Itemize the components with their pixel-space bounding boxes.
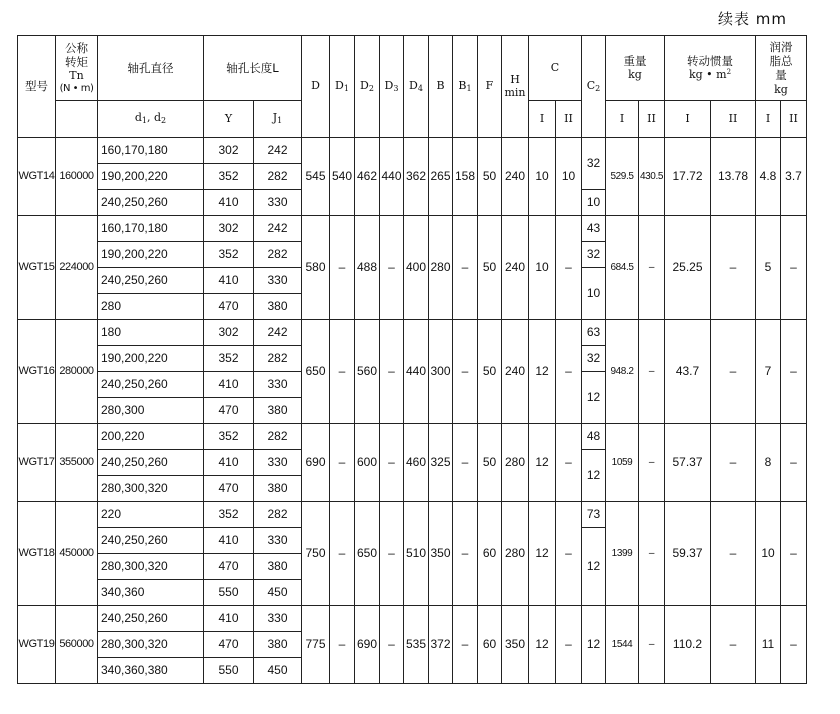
cell-H: 240 xyxy=(502,216,529,320)
cell-bore-diameter: 280,300,320 xyxy=(98,476,204,502)
cell-D3: – xyxy=(380,606,404,684)
header-grease-II: II xyxy=(781,101,807,138)
cell-C-II: – xyxy=(556,320,582,424)
cell-torque: 355000 xyxy=(56,424,98,502)
cell-B: 280 xyxy=(429,216,453,320)
cell-length-Y: 352 xyxy=(204,346,254,372)
cell-C-I: 12 xyxy=(529,502,556,606)
cell-D2: 600 xyxy=(355,424,380,502)
cell-weight-I: 1544 xyxy=(606,606,639,684)
cell-bore-diameter: 220 xyxy=(98,502,204,528)
header-D3: $D_3$ xyxy=(380,36,404,138)
cell-length-Y: 470 xyxy=(204,398,254,424)
header-bore-diameter: 轴孔直径 xyxy=(98,36,204,101)
header-inertia-II: II xyxy=(711,101,756,138)
cell-length-Y: 352 xyxy=(204,242,254,268)
cell-length-Y: 470 xyxy=(204,476,254,502)
header-D4: $D_4$ xyxy=(404,36,429,138)
cell-inertia-I: 59.37 xyxy=(665,502,711,606)
header-grease-unit: kg xyxy=(774,82,788,96)
cell-D1: – xyxy=(330,320,355,424)
cell-weight-II: 430.5 xyxy=(639,138,665,216)
cell-F: 60 xyxy=(478,502,502,606)
table-row xyxy=(18,606,807,632)
cell-length-J1: 282 xyxy=(254,164,302,190)
cell-length-Y: 352 xyxy=(204,424,254,450)
cell-C2: 73 xyxy=(582,502,606,528)
cell-D4: 362 xyxy=(404,138,429,216)
cell-inertia-II: – xyxy=(711,216,756,320)
cell-B: 372 xyxy=(429,606,453,684)
cell-length-Y: 410 xyxy=(204,450,254,476)
header-weight-label: 重量 xyxy=(623,53,647,68)
cell-D: 750 xyxy=(302,502,330,606)
cell-D1: – xyxy=(330,502,355,606)
cell-weight-II: – xyxy=(639,320,665,424)
cell-length-J1: 330 xyxy=(254,528,302,554)
cell-C-I: 12 xyxy=(529,424,556,502)
cell-weight-I: 1059 xyxy=(606,424,639,502)
cell-inertia-I: 57.37 xyxy=(665,424,711,502)
header-grease-label: 润滑脂总量 xyxy=(769,39,793,83)
cell-C2: 10 xyxy=(582,190,606,216)
cell-model: WGT14 xyxy=(18,138,56,216)
cell-D1: – xyxy=(330,606,355,684)
cell-grease-I: 5 xyxy=(756,216,781,320)
cell-bore-diameter: 240,250,260 xyxy=(98,268,204,294)
cell-grease-II: 3.7 xyxy=(781,138,807,216)
cell-length-Y: 470 xyxy=(204,554,254,580)
header-inertia-I: I xyxy=(665,101,711,138)
cell-length-Y: 410 xyxy=(204,190,254,216)
cell-model: WGT16 xyxy=(18,320,56,424)
header-F: F xyxy=(478,36,502,138)
cell-bore-diameter: 240,250,260 xyxy=(98,190,204,216)
cell-D3: – xyxy=(380,216,404,320)
cell-D1: – xyxy=(330,216,355,320)
header-length-J1: $J_1$ xyxy=(254,101,302,138)
header-weight-I: I xyxy=(606,101,639,138)
cell-bore-diameter: 190,200,220 xyxy=(98,346,204,372)
cell-D1: 540 xyxy=(330,138,355,216)
cell-D3: – xyxy=(380,320,404,424)
cell-bore-diameter: 190,200,220 xyxy=(98,242,204,268)
cell-C2: 63 xyxy=(582,320,606,346)
cell-length-Y: 302 xyxy=(204,320,254,346)
cell-length-J1: 380 xyxy=(254,476,302,502)
header-torque xyxy=(56,36,98,101)
cell-length-J1: 450 xyxy=(254,658,302,684)
cell-grease-I: 11 xyxy=(756,606,781,684)
cell-weight-II: – xyxy=(639,606,665,684)
cell-grease-I: 8 xyxy=(756,424,781,502)
cell-C-I: 10 xyxy=(529,138,556,216)
cell-bore-diameter: 180 xyxy=(98,320,204,346)
cell-H: 280 xyxy=(502,424,529,502)
cell-B: 265 xyxy=(429,138,453,216)
header-length-Y: Y xyxy=(204,101,254,138)
header-torque-label: 公称转矩 xyxy=(65,40,88,69)
cell-length-J1: 330 xyxy=(254,268,302,294)
cell-inertia-II: – xyxy=(711,424,756,502)
header-weight-II: II xyxy=(639,101,665,138)
cell-D4: 400 xyxy=(404,216,429,320)
cell-length-J1: 242 xyxy=(254,320,302,346)
cell-F: 60 xyxy=(478,606,502,684)
cell-D1: – xyxy=(330,424,355,502)
cell-bore-diameter: 160,170,180 xyxy=(98,138,204,164)
cell-B1: – xyxy=(453,424,478,502)
cell-length-J1: 282 xyxy=(254,424,302,450)
cell-weight-II: – xyxy=(639,216,665,320)
cell-C2: 12 xyxy=(582,450,606,502)
cell-model: WGT17 xyxy=(18,424,56,502)
cell-D: 545 xyxy=(302,138,330,216)
header-inertia-unit: kg • $m^2$ xyxy=(688,68,732,82)
header-C2: $C_2$ xyxy=(582,36,606,138)
cell-model: WGT15 xyxy=(18,216,56,320)
header-grease-I: I xyxy=(756,101,781,138)
cell-C-II: – xyxy=(556,216,582,320)
header-torque-blank xyxy=(56,101,98,138)
header-H-min xyxy=(502,36,529,138)
cell-F: 50 xyxy=(478,320,502,424)
cell-length-Y: 470 xyxy=(204,294,254,320)
header-bore-dia-sub: $d_1$, $d_2$ xyxy=(98,101,204,138)
header-D1: $D_1$ xyxy=(330,36,355,138)
cell-grease-II: – xyxy=(781,502,807,606)
header-bore-length: 轴孔长度L xyxy=(204,36,302,101)
cell-grease-I: 7 xyxy=(756,320,781,424)
cell-C-I: 12 xyxy=(529,320,556,424)
table-row xyxy=(18,138,807,164)
cell-C2: 12 xyxy=(582,372,606,424)
cell-length-J1: 330 xyxy=(254,190,302,216)
table-row xyxy=(18,320,807,346)
cell-D: 650 xyxy=(302,320,330,424)
header-B: B xyxy=(429,36,453,138)
cell-weight-II: – xyxy=(639,424,665,502)
cell-D: 580 xyxy=(302,216,330,320)
cell-D2: 488 xyxy=(355,216,380,320)
cell-length-Y: 302 xyxy=(204,216,254,242)
cell-torque: 160000 xyxy=(56,138,98,216)
cell-bore-diameter: 200,220 xyxy=(98,424,204,450)
cell-length-J1: 450 xyxy=(254,580,302,606)
cell-bore-diameter: 280,300,320 xyxy=(98,554,204,580)
cell-B1: – xyxy=(453,502,478,606)
cell-H: 240 xyxy=(502,320,529,424)
table-caption: 续表 mm xyxy=(718,10,787,28)
cell-bore-diameter: 160,170,180 xyxy=(98,216,204,242)
cell-D4: 535 xyxy=(404,606,429,684)
cell-bore-diameter: 240,250,260 xyxy=(98,606,204,632)
cell-length-J1: 330 xyxy=(254,606,302,632)
cell-length-J1: 380 xyxy=(254,554,302,580)
cell-C2: 10 xyxy=(582,268,606,320)
cell-inertia-I: 17.72 xyxy=(665,138,711,216)
cell-D2: 690 xyxy=(355,606,380,684)
header-D: D xyxy=(302,36,330,138)
cell-C-II: – xyxy=(556,502,582,606)
cell-length-J1: 380 xyxy=(254,632,302,658)
cell-weight-II: – xyxy=(639,502,665,606)
header-model: 型号 xyxy=(18,36,56,138)
cell-grease-I: 4.8 xyxy=(756,138,781,216)
cell-F: 50 xyxy=(478,424,502,502)
header-inertia xyxy=(665,36,756,101)
cell-length-J1: 380 xyxy=(254,398,302,424)
cell-inertia-II: – xyxy=(711,320,756,424)
table-row xyxy=(18,216,807,242)
cell-D2: 462 xyxy=(355,138,380,216)
cell-bore-diameter: 240,250,260 xyxy=(98,450,204,476)
cell-weight-I: 529.5 xyxy=(606,138,639,216)
cell-inertia-II: 13.78 xyxy=(711,138,756,216)
cell-grease-II: – xyxy=(781,424,807,502)
cell-bore-diameter: 340,360,380 xyxy=(98,658,204,684)
header-B1: $B_1$ xyxy=(453,36,478,138)
cell-D: 775 xyxy=(302,606,330,684)
cell-D: 690 xyxy=(302,424,330,502)
cell-B1: – xyxy=(453,216,478,320)
header-weight-unit: kg xyxy=(628,68,642,82)
cell-D3: – xyxy=(380,502,404,606)
header-H-min-label: min xyxy=(504,85,526,99)
cell-C2: 12 xyxy=(582,528,606,606)
cell-C2: 43 xyxy=(582,216,606,242)
cell-inertia-I: 43.7 xyxy=(665,320,711,424)
cell-C2: 32 xyxy=(582,138,606,190)
cell-D3: 440 xyxy=(380,138,404,216)
cell-D3: – xyxy=(380,424,404,502)
cell-bore-diameter: 280 xyxy=(98,294,204,320)
header-grease xyxy=(756,36,807,101)
cell-grease-II: – xyxy=(781,216,807,320)
cell-weight-I: 1399 xyxy=(606,502,639,606)
cell-C2: 32 xyxy=(582,242,606,268)
cell-length-Y: 550 xyxy=(204,580,254,606)
cell-length-J1: 282 xyxy=(254,242,302,268)
header-C-II: II xyxy=(556,101,582,138)
cell-B: 350 xyxy=(429,502,453,606)
cell-length-Y: 470 xyxy=(204,632,254,658)
cell-C-II: – xyxy=(556,606,582,684)
cell-D2: 650 xyxy=(355,502,380,606)
cell-length-J1: 282 xyxy=(254,346,302,372)
table-row xyxy=(18,502,807,528)
cell-length-Y: 410 xyxy=(204,528,254,554)
header-row-1 xyxy=(18,36,807,101)
cell-C-II: 10 xyxy=(556,138,582,216)
cell-length-J1: 282 xyxy=(254,502,302,528)
cell-D2: 560 xyxy=(355,320,380,424)
cell-B1: – xyxy=(453,606,478,684)
cell-weight-I: 684.5 xyxy=(606,216,639,320)
cell-length-Y: 550 xyxy=(204,658,254,684)
cell-D4: 510 xyxy=(404,502,429,606)
cell-length-J1: 380 xyxy=(254,294,302,320)
cell-grease-II: – xyxy=(781,606,807,684)
cell-B1: 158 xyxy=(453,138,478,216)
cell-length-J1: 242 xyxy=(254,216,302,242)
header-C-I: I xyxy=(529,101,556,138)
cell-bore-diameter: 280,300 xyxy=(98,398,204,424)
cell-length-J1: 330 xyxy=(254,450,302,476)
cell-model: WGT18 xyxy=(18,502,56,606)
cell-inertia-I: 110.2 xyxy=(665,606,711,684)
cell-length-Y: 352 xyxy=(204,502,254,528)
cell-grease-I: 10 xyxy=(756,502,781,606)
cell-H: 350 xyxy=(502,606,529,684)
coupling-spec-table xyxy=(17,35,807,684)
cell-length-Y: 410 xyxy=(204,606,254,632)
cell-bore-diameter: 280,300,320 xyxy=(98,632,204,658)
header-torque-unit: (N • m) xyxy=(59,83,94,94)
table-body xyxy=(18,138,807,684)
header-H: H xyxy=(510,73,520,87)
cell-D4: 460 xyxy=(404,424,429,502)
cell-bore-diameter: 240,250,260 xyxy=(98,528,204,554)
cell-length-Y: 410 xyxy=(204,372,254,398)
cell-inertia-I: 25.25 xyxy=(665,216,711,320)
cell-length-J1: 242 xyxy=(254,138,302,164)
cell-B: 325 xyxy=(429,424,453,502)
cell-F: 50 xyxy=(478,138,502,216)
cell-torque: 280000 xyxy=(56,320,98,424)
cell-length-Y: 352 xyxy=(204,164,254,190)
cell-D4: 440 xyxy=(404,320,429,424)
cell-B1: – xyxy=(453,320,478,424)
cell-grease-II: – xyxy=(781,320,807,424)
cell-C-II: – xyxy=(556,424,582,502)
cell-weight-I: 948.2 xyxy=(606,320,639,424)
cell-length-J1: 330 xyxy=(254,372,302,398)
cell-bore-diameter: 190,200,220 xyxy=(98,164,204,190)
header-C: C xyxy=(529,36,582,101)
cell-H: 240 xyxy=(502,138,529,216)
cell-bore-diameter: 340,360 xyxy=(98,580,204,606)
cell-model: WGT19 xyxy=(18,606,56,684)
header-weight xyxy=(606,36,665,101)
header-D2: $D_2$ xyxy=(355,36,380,138)
cell-F: 50 xyxy=(478,216,502,320)
cell-C-I: 10 xyxy=(529,216,556,320)
cell-torque: 450000 xyxy=(56,502,98,606)
cell-inertia-II: – xyxy=(711,502,756,606)
cell-B: 300 xyxy=(429,320,453,424)
cell-inertia-II: – xyxy=(711,606,756,684)
table-row xyxy=(18,424,807,450)
cell-bore-diameter: 240,250,260 xyxy=(98,372,204,398)
cell-torque: 224000 xyxy=(56,216,98,320)
cell-H: 280 xyxy=(502,502,529,606)
cell-C2: 32 xyxy=(582,346,606,372)
cell-C-I: 12 xyxy=(529,606,556,684)
cell-length-Y: 410 xyxy=(204,268,254,294)
cell-torque: 560000 xyxy=(56,606,98,684)
cell-length-Y: 302 xyxy=(204,138,254,164)
header-torque-symbol: Tn xyxy=(69,69,84,83)
header-inertia-label: 转动惯量 xyxy=(687,53,733,68)
cell-C2: 48 xyxy=(582,424,606,450)
cell-C2: 12 xyxy=(582,606,606,684)
